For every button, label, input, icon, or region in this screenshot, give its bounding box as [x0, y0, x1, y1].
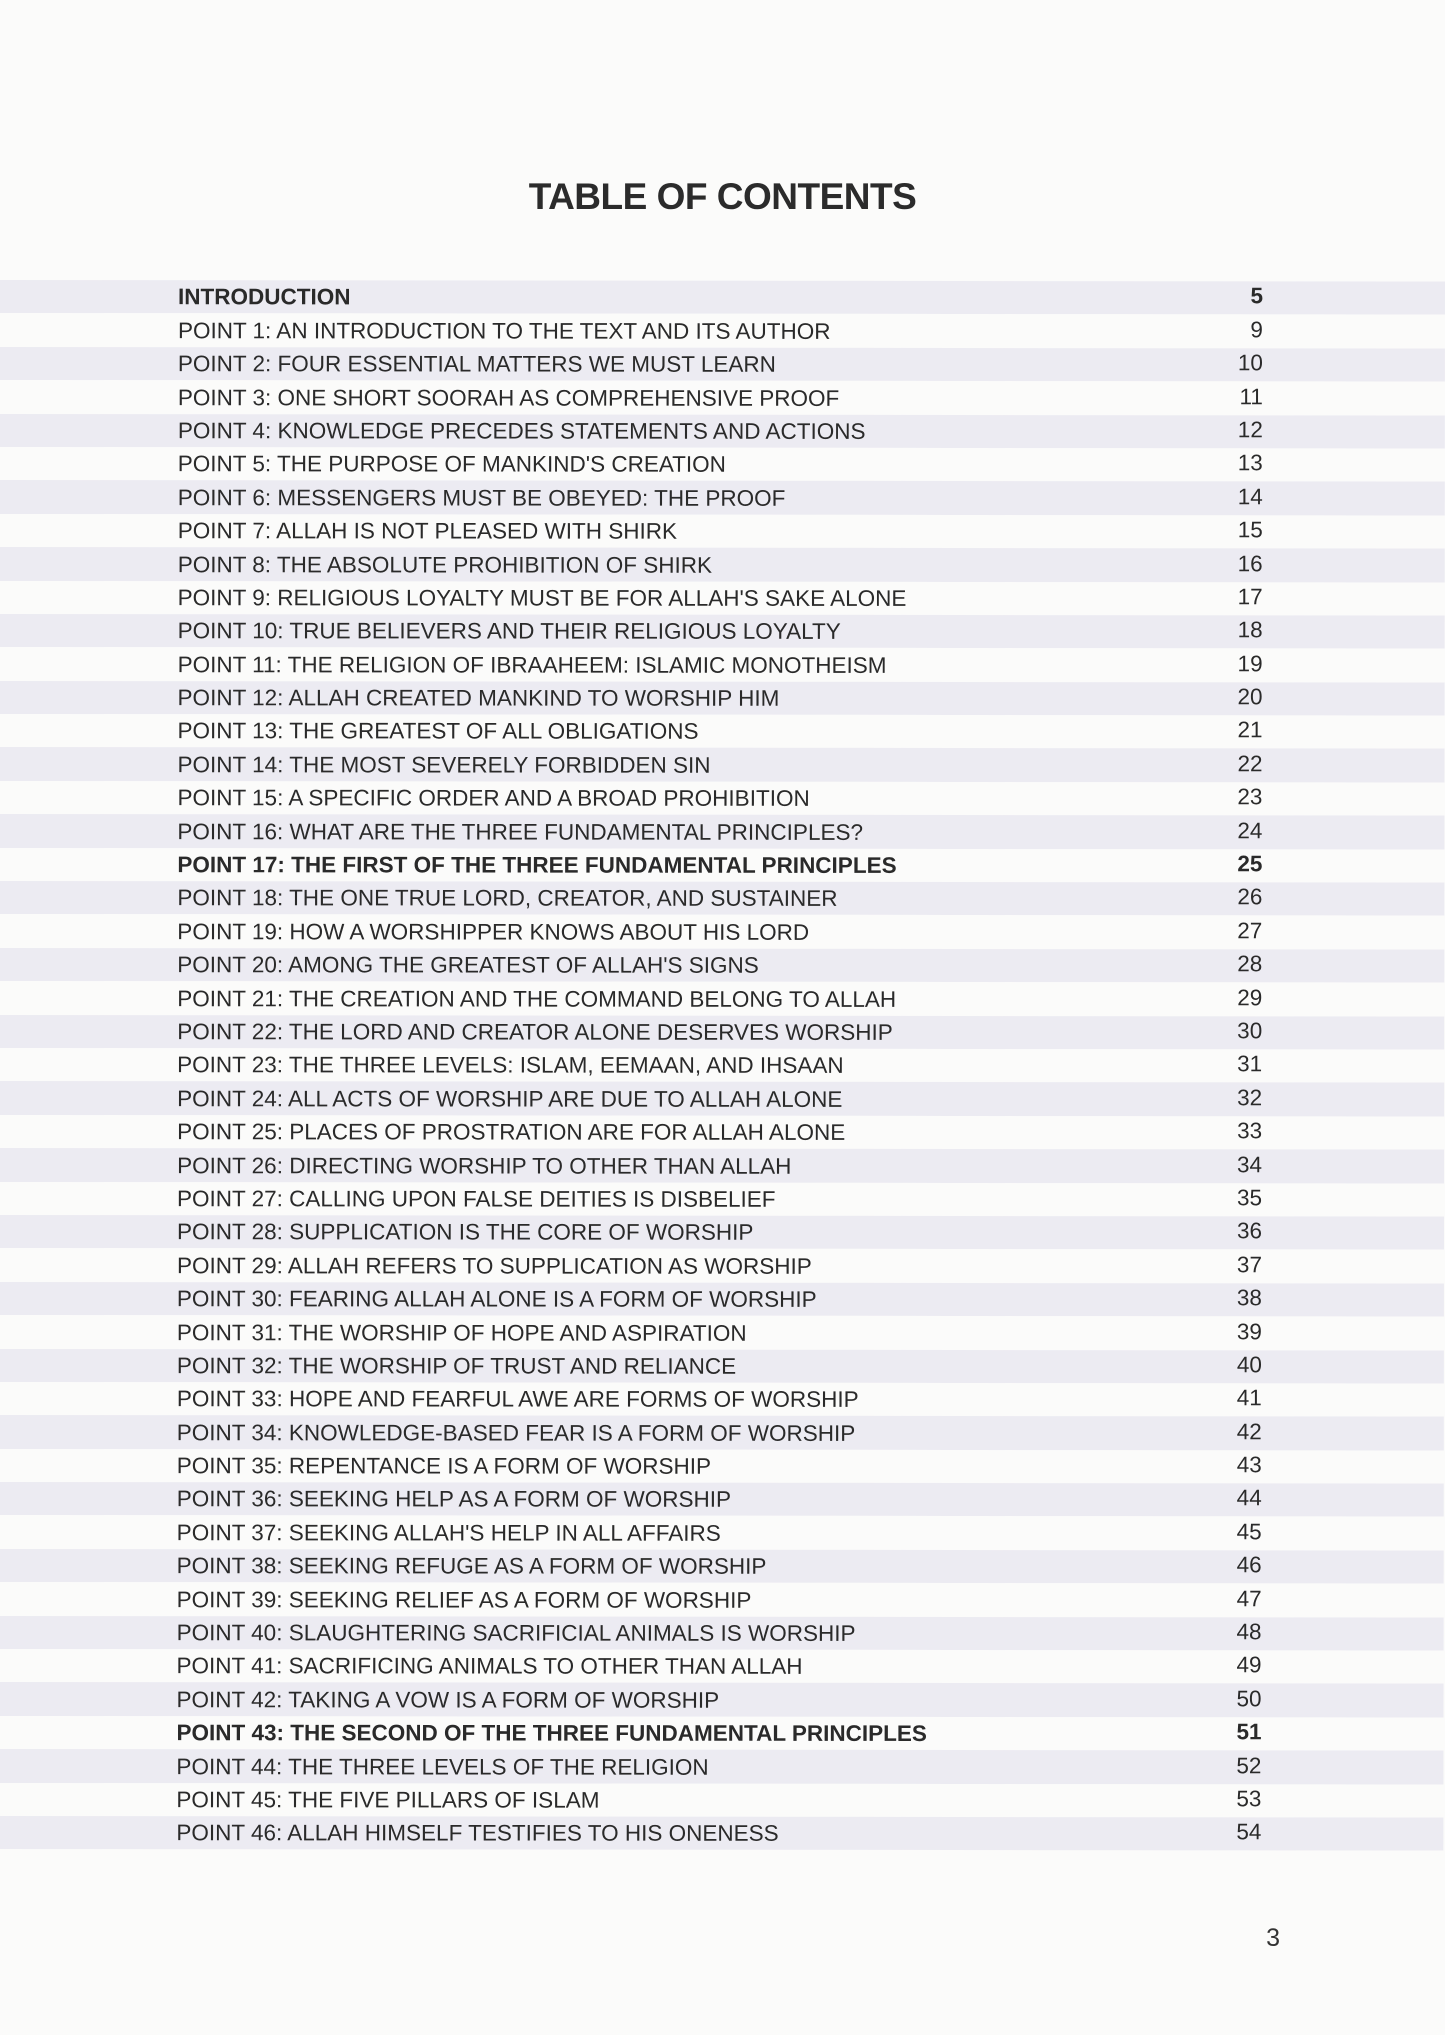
toc-entry-title: POINT 36: SEEKING HELP AS A FORM OF WORSHIP — [176, 1486, 732, 1513]
toc-row — [0, 1682, 1444, 1717]
toc-row — [0, 1048, 1444, 1083]
toc-entry-title: POINT 32: THE WORSHIP OF TRUST AND RELIANCE — [176, 1353, 737, 1379]
toc-entry-page: 47 — [1236, 1585, 1262, 1611]
toc-entry-page: 48 — [1236, 1619, 1262, 1645]
toc-entry-page: 13 — [1237, 450, 1263, 476]
toc-entry-title: POINT 12: ALLAH CREATED MANKIND TO WORSHIP HIM — [177, 685, 780, 711]
toc-entry-page: 39 — [1236, 1318, 1262, 1344]
toc-row — [0, 1816, 1443, 1851]
toc-row — [0, 480, 1445, 515]
toc-entry-page: 37 — [1236, 1252, 1262, 1278]
toc-row — [0, 814, 1444, 849]
toc-row — [0, 981, 1444, 1016]
toc-entry-title: POINT 20: AMONG THE GREATEST OF ALLAH'S SIGNS — [177, 952, 759, 978]
toc-row — [0, 313, 1445, 348]
toc-entry-page: 34 — [1237, 1151, 1263, 1177]
toc-row — [0, 914, 1444, 949]
toc-entry-page: 26 — [1237, 884, 1263, 910]
toc-entry-page: 25 — [1237, 851, 1263, 877]
toc-row — [0, 514, 1445, 549]
toc-entry-page: 42 — [1236, 1418, 1262, 1444]
toc-entry-title: POINT 11: THE RELIGION OF IBRAAHEEM: ISLAMIC MONOTHEISM — [177, 651, 887, 678]
toc-entry-title: POINT 19: HOW A WORSHIPPER KNOWS ABOUT HIS LORD — [177, 918, 810, 945]
toc-entry-title: POINT 26: DIRECTING WORSHIP TO OTHER THAN ALLAH — [177, 1152, 792, 1179]
toc-row — [0, 1716, 1443, 1751]
toc-entry-page: 32 — [1237, 1085, 1263, 1111]
toc-entry-title: POINT 25: PLACES OF PROSTRATION ARE FOR ALLAH ALONE — [177, 1119, 846, 1146]
toc-entry-page: 23 — [1237, 784, 1263, 810]
toc-row — [0, 1382, 1444, 1417]
toc-row — [0, 1482, 1444, 1517]
toc-entry-title: POINT 37: SEEKING ALLAH'S HELP IN ALL AFFAIRS — [176, 1520, 721, 1546]
toc-entry-title: POINT 33: HOPE AND FEARFUL AWE ARE FORMS OF WORSHIP — [176, 1386, 859, 1413]
toc-entry-page: 33 — [1237, 1118, 1263, 1144]
toc-entry-title: POINT 43: THE SECOND OF THE THREE FUNDAMENTAL PRINCIPLES — [176, 1720, 927, 1747]
toc-row — [0, 948, 1444, 983]
toc-entry-page: 35 — [1236, 1185, 1263, 1211]
toc-entry-title: POINT 45: THE FIVE PILLARS OF ISLAM — [176, 1787, 600, 1813]
toc-entry-page: 44 — [1236, 1485, 1262, 1511]
toc-row — [0, 1248, 1444, 1283]
toc-row — [0, 581, 1445, 616]
toc-entry-page: 14 — [1237, 484, 1263, 510]
toc-entry-title: POINT 27: CALLING UPON FALSE DEITIES IS DISBELIEF — [177, 1186, 776, 1212]
toc-entry-title: POINT 13: THE GREATEST OF ALL OBLIGATIONS — [177, 718, 699, 745]
toc-row — [0, 1215, 1444, 1250]
toc-row — [0, 547, 1445, 582]
toc-row — [0, 1282, 1444, 1317]
toc-entry-page: 52 — [1236, 1752, 1262, 1778]
toc-row — [0, 1015, 1444, 1050]
toc-entry-title: POINT 4: KNOWLEDGE PRECEDES STATEMENTS AND ACTIONS — [177, 418, 866, 444]
toc-entry-title: POINT 39: SEEKING RELIEF AS A FORM OF WORSHIP — [176, 1586, 752, 1613]
toc-entry-page: 36 — [1236, 1218, 1263, 1244]
toc-entry-page: 51 — [1236, 1719, 1262, 1745]
toc-entry-page: 30 — [1237, 1018, 1263, 1044]
toc-entry-page: 24 — [1237, 817, 1263, 843]
toc-row — [0, 848, 1444, 883]
toc-entry-page: 16 — [1237, 550, 1263, 576]
toc-entry-title: POINT 15: A SPECIFIC ORDER AND A BROAD PROHIBITION — [177, 785, 810, 812]
toc-entry-page: 21 — [1237, 717, 1263, 743]
toc-entry-title: POINT 17: THE FIRST OF THE THREE FUNDAMENTAL PRINCIPLES — [177, 852, 897, 878]
toc-entry-title: POINT 40: SLAUGHTERING SACRIFICIAL ANIMALS IS WORSHIP — [176, 1620, 856, 1646]
toc-entry-page: 50 — [1236, 1686, 1262, 1712]
toc-row — [0, 1348, 1444, 1383]
toc-row — [0, 447, 1445, 482]
toc-row — [0, 1315, 1444, 1350]
table-of-contents — [0, 280, 1445, 1851]
toc-row — [0, 1182, 1444, 1217]
toc-entry-title: POINT 24: ALL ACTS OF WORSHIP ARE DUE TO ALLAH ALONE — [177, 1085, 843, 1112]
toc-entry-title: INTRODUCTION — [177, 284, 351, 310]
toc-row — [0, 280, 1445, 315]
toc-entry-page: 38 — [1236, 1285, 1262, 1311]
toc-entry-page: 9 — [1250, 317, 1263, 343]
toc-entry-page: 54 — [1236, 1819, 1262, 1845]
toc-entry-page: 20 — [1237, 684, 1263, 710]
toc-row — [0, 1515, 1444, 1550]
toc-entry-page: 29 — [1237, 984, 1263, 1010]
toc-entry-title: POINT 38: SEEKING REFUGE AS A FORM OF WORSHIP — [176, 1553, 767, 1580]
toc-entry-title: POINT 41: SACRIFICING ANIMALS TO OTHER THAN ALLAH — [176, 1653, 803, 1680]
toc-entry-page: 40 — [1236, 1352, 1262, 1378]
toc-entry-page: 49 — [1236, 1652, 1262, 1678]
toc-entry-page: 46 — [1236, 1552, 1262, 1578]
toc-entry-page: 10 — [1237, 350, 1263, 376]
toc-entry-page: 28 — [1237, 951, 1263, 977]
toc-entry-title: POINT 10: TRUE BELIEVERS AND THEIR RELIGIOUS LOYALTY — [177, 618, 841, 645]
toc-row — [0, 647, 1445, 682]
page-number: 3 — [1266, 1924, 1280, 1952]
toc-entry-title: POINT 7: ALLAH IS NOT PLEASED WITH SHIRK — [177, 518, 678, 544]
toc-entry-page: 17 — [1237, 584, 1263, 610]
toc-entry-page: 22 — [1237, 751, 1263, 777]
toc-entry-page: 41 — [1236, 1385, 1262, 1411]
toc-row — [0, 1415, 1444, 1450]
toc-entry-page: 45 — [1236, 1519, 1262, 1545]
toc-row — [0, 1449, 1444, 1484]
toc-entry-page: 53 — [1236, 1786, 1262, 1812]
toc-entry-page: 12 — [1237, 417, 1263, 443]
toc-entry-page: 11 — [1239, 383, 1263, 409]
toc-row — [0, 614, 1445, 649]
toc-entry-page: 19 — [1237, 650, 1263, 677]
page-title: TABLE OF CONTENTS — [528, 176, 917, 217]
toc-entry-title: POINT 6: MESSENGERS MUST BE OBEYED: THE PROOF — [177, 484, 786, 511]
toc-entry-title: POINT 23: THE THREE LEVELS: ISLAM, EEMAAN, AND IHSAAN — [177, 1052, 844, 1079]
toc-entry-title: POINT 34: KNOWLEDGE-BASED FEAR IS A FORM OF WORSHIP — [176, 1419, 856, 1446]
toc-entry-page: 31 — [1237, 1051, 1263, 1077]
toc-entry-title: POINT 21: THE CREATION AND THE COMMAND BELONG TO ALLAH — [177, 985, 897, 1012]
toc-entry-page: 15 — [1237, 517, 1263, 543]
toc-row — [0, 1749, 1443, 1784]
toc-entry-title: POINT 5: THE PURPOSE OF MANKIND'S CREATION — [177, 451, 726, 478]
toc-entry-title: POINT 31: THE WORSHIP OF HOPE AND ASPIRATION — [176, 1319, 747, 1346]
toc-entry-page: 18 — [1237, 617, 1263, 643]
toc-entry-title: POINT 16: WHAT ARE THE THREE FUNDAMENTAL PRINCIPLES? — [177, 818, 864, 845]
toc-entry-title: POINT 22: THE LORD AND CREATOR ALONE DESERVES WORSHIP — [177, 1019, 893, 1045]
toc-row — [0, 1549, 1444, 1584]
toc-row — [0, 1115, 1444, 1150]
toc-entry-title: POINT 18: THE ONE TRUE LORD, CREATOR, AND SUSTAINER — [177, 885, 838, 912]
toc-row — [0, 1582, 1444, 1617]
toc-row — [0, 1649, 1444, 1684]
toc-row — [0, 747, 1445, 782]
toc-entry-title: POINT 35: REPENTANCE IS A FORM OF WORSHIP — [176, 1453, 712, 1479]
toc-entry-title: POINT 14: THE MOST SEVERELY FORBIDDEN SIN — [177, 752, 711, 778]
toc-entry-page: 5 — [1250, 283, 1263, 309]
toc-row — [0, 414, 1445, 449]
toc-row — [0, 1148, 1444, 1183]
toc-row — [0, 881, 1444, 916]
toc-row — [0, 1616, 1444, 1651]
toc-entry-page: 27 — [1237, 918, 1263, 944]
toc-entry-title: POINT 30: FEARING ALLAH ALONE IS A FORM OF WORSHIP — [176, 1286, 817, 1312]
toc-row — [0, 781, 1444, 816]
toc-entry-title: POINT 8: THE ABSOLUTE PROHIBITION OF SHIRK — [177, 551, 712, 578]
toc-entry-title: POINT 9: RELIGIOUS LOYALTY MUST BE FOR ALLAH'S SAKE ALONE — [177, 585, 907, 611]
toc-row — [0, 380, 1445, 415]
toc-entry-title: POINT 42: TAKING A VOW IS A FORM OF WORSHIP — [176, 1686, 720, 1713]
toc-row — [0, 1783, 1443, 1818]
toc-entry-title: POINT 3: ONE SHORT SOORAH AS COMPREHENSIVE PROOF — [177, 384, 840, 411]
toc-entry-title: POINT 29: ALLAH REFERS TO SUPPLICATION AS WORSHIP — [176, 1252, 812, 1279]
toc-entry-page: 43 — [1236, 1452, 1262, 1478]
toc-entry-title: POINT 46: ALLAH HIMSELF TESTIFIES TO HIS ONENESS — [176, 1820, 779, 1847]
toc-row — [0, 714, 1445, 749]
toc-entry-title: POINT 2: FOUR ESSENTIAL MATTERS WE MUST LEARN — [177, 351, 776, 377]
toc-entry-title: POINT 1: AN INTRODUCTION TO THE TEXT AND ITS AUTHOR — [177, 317, 831, 344]
toc-row — [0, 681, 1445, 716]
toc-row — [0, 1081, 1444, 1116]
toc-row — [0, 347, 1445, 382]
toc-entry-title: POINT 44: THE THREE LEVELS OF THE RELIGION — [176, 1753, 709, 1780]
toc-entry-title: POINT 28: SUPPLICATION IS THE CORE OF WORSHIP — [176, 1219, 754, 1246]
